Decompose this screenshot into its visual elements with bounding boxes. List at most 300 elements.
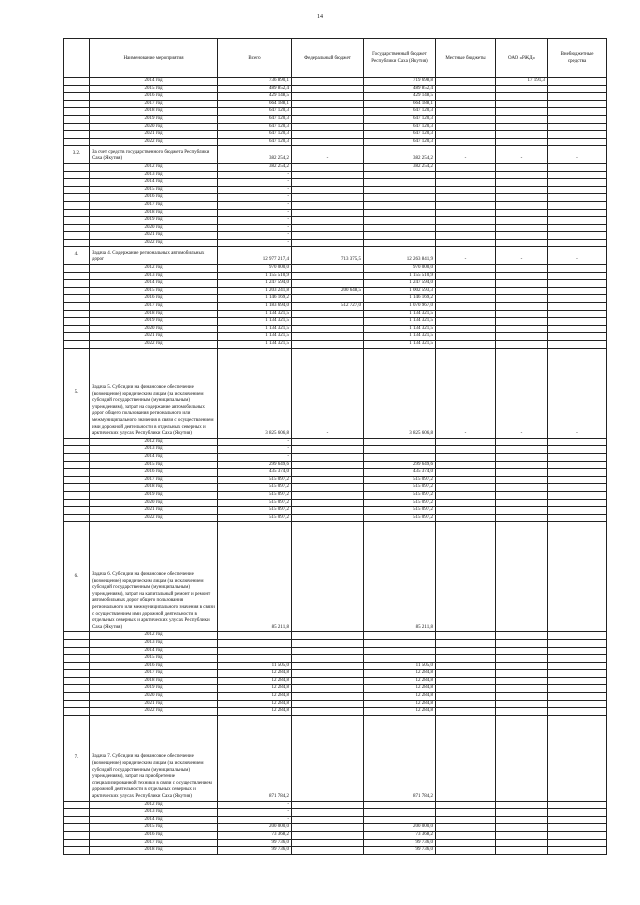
task-row: [64, 522, 607, 632]
row-number: [64, 662, 90, 670]
row-number: [64, 632, 90, 640]
row-name: 2012 год: [90, 163, 218, 171]
cell-rzd: [496, 272, 548, 280]
cell-local: [436, 469, 496, 477]
cell-state: 12 284,8: [364, 685, 436, 693]
cell-extra: [548, 333, 607, 341]
row-number: [64, 232, 90, 240]
cell-rzd: [496, 194, 548, 202]
cell-state: [364, 453, 436, 461]
table-row: [64, 318, 607, 326]
cell-total: 11 505,0: [218, 662, 292, 670]
table-row: [64, 677, 607, 685]
table-row: [64, 491, 607, 499]
row-name: 2016 год: [90, 662, 218, 670]
row-name: 2018 год: [90, 677, 218, 685]
cell-extra: [548, 303, 607, 311]
cell-federal: [292, 325, 364, 333]
table-row: [64, 438, 607, 446]
cell-state: 73 368,2: [364, 832, 436, 840]
row-number: [64, 194, 90, 202]
row-number: [64, 93, 90, 101]
cell-federal: [292, 280, 364, 288]
cell-extra: [548, 325, 607, 333]
cell-local: [436, 138, 496, 146]
cell-local: [436, 186, 496, 194]
row-name: 2022 год: [90, 514, 218, 522]
cell-local: [436, 163, 496, 171]
cell-rzd: [496, 484, 548, 492]
cell-rzd: [496, 662, 548, 670]
cell-extra: [548, 670, 607, 678]
cell-extra: [548, 85, 607, 93]
cell-extra: [548, 685, 607, 693]
cell-extra: [548, 115, 607, 123]
cell-total: 1 134 321,5: [218, 333, 292, 341]
cell-local: [436, 453, 496, 461]
cell-local: [436, 201, 496, 209]
table-row: [64, 662, 607, 670]
table-row: [64, 685, 607, 693]
header-federal: Федеральный бюджет: [292, 39, 364, 78]
cell-extra: [548, 217, 607, 225]
cell-rzd: [496, 446, 548, 454]
cell-state: 489 852,4: [364, 85, 436, 93]
row-number: [64, 123, 90, 131]
cell-state: 647 120,3: [364, 115, 436, 123]
table-row: [64, 239, 607, 247]
cell-state: 12 263 841,9: [364, 247, 436, 265]
table-row: [64, 647, 607, 655]
cell-rzd: [496, 100, 548, 108]
cell-federal: [292, 708, 364, 716]
row-number: [64, 809, 90, 817]
cell-total: 515 097,2: [218, 484, 292, 492]
cell-rzd: [496, 310, 548, 318]
row-number: [64, 847, 90, 855]
cell-federal: [292, 232, 364, 240]
table-row: [64, 186, 607, 194]
row-number: [64, 108, 90, 116]
cell-rzd: [496, 839, 548, 847]
row-name: 2019 год: [90, 491, 218, 499]
table-row: [64, 100, 607, 108]
table-row: [64, 163, 607, 171]
cell-extra: [548, 310, 607, 318]
cell-local: [436, 179, 496, 187]
table-row: [64, 632, 607, 640]
cell-federal: [292, 438, 364, 446]
row-number: [64, 303, 90, 311]
cell-state: 382 254,2: [364, 163, 436, 171]
row-number: [64, 507, 90, 515]
table-row: [64, 453, 607, 461]
cell-extra: -: [548, 247, 607, 265]
cell-federal: [292, 224, 364, 232]
row-number: [64, 693, 90, 701]
cell-local: [436, 839, 496, 847]
cell-rzd: [496, 115, 548, 123]
cell-federal: [292, 93, 364, 101]
cell-rzd: [496, 655, 548, 663]
cell-local: [436, 476, 496, 484]
cell-state: 12 284,8: [364, 700, 436, 708]
header-num: [64, 39, 90, 78]
cell-extra: [548, 186, 607, 194]
cell-local: [436, 514, 496, 522]
cell-state: 1 002 593,3: [364, 287, 436, 295]
cell-federal: [292, 201, 364, 209]
row-number: [64, 461, 90, 469]
cell-federal: [292, 816, 364, 824]
cell-local: [436, 123, 496, 131]
row-number: 5.: [64, 348, 90, 438]
cell-rzd: [496, 163, 548, 171]
row-number: [64, 514, 90, 522]
row-number: [64, 639, 90, 647]
table-row: [64, 499, 607, 507]
cell-rzd: [496, 287, 548, 295]
table-row: [64, 809, 607, 817]
cell-total: 299 649,6: [218, 461, 292, 469]
cell-federal: [292, 163, 364, 171]
table-row: [64, 115, 607, 123]
cell-state: [364, 639, 436, 647]
table-row: [64, 209, 607, 217]
cell-local: [436, 171, 496, 179]
table-row: [64, 138, 607, 146]
cell-total: 970 000,0: [218, 265, 292, 273]
cell-total: 647 120,3: [218, 123, 292, 131]
cell-extra: [548, 639, 607, 647]
cell-rzd: [496, 131, 548, 139]
cell-total: 1 134 321,5: [218, 318, 292, 326]
cell-extra: [548, 514, 607, 522]
cell-extra: [548, 287, 607, 295]
cell-extra: [548, 839, 607, 847]
cell-local: [436, 693, 496, 701]
row-number: [64, 469, 90, 477]
cell-total: 871 784,2: [218, 715, 292, 801]
row-name: 2016 год: [90, 469, 218, 477]
cell-extra: [548, 209, 607, 217]
cell-local: [436, 131, 496, 139]
cell-extra: [548, 446, 607, 454]
cell-rzd: [496, 179, 548, 187]
cell-local: [436, 507, 496, 515]
cell-federal: [292, 209, 364, 217]
cell-federal: [292, 499, 364, 507]
table-row: [64, 816, 607, 824]
cell-federal: [292, 333, 364, 341]
table-row: [64, 287, 607, 295]
cell-state: [364, 201, 436, 209]
cell-federal: [292, 847, 364, 855]
cell-total: 99 736,0: [218, 847, 292, 855]
cell-extra: [548, 265, 607, 273]
cell-state: 719 698,8: [364, 78, 436, 86]
cell-total: 515 097,2: [218, 499, 292, 507]
cell-state: 299 649,6: [364, 461, 436, 469]
cell-federal: [292, 693, 364, 701]
row-number: [64, 824, 90, 832]
cell-total: -: [218, 809, 292, 817]
table-row: [64, 303, 607, 311]
cell-federal: [292, 138, 364, 146]
cell-extra: [548, 163, 607, 171]
task-row: [64, 247, 607, 265]
cell-local: [436, 522, 496, 632]
row-name: 2021 год: [90, 507, 218, 515]
cell-local: -: [436, 146, 496, 164]
table-row: [64, 461, 607, 469]
cell-total: 12 284,8: [218, 700, 292, 708]
cell-total: 515 097,2: [218, 514, 292, 522]
cell-extra: [548, 171, 607, 179]
cell-total: -: [218, 239, 292, 247]
cell-rzd: [496, 85, 548, 93]
table-row: [64, 123, 607, 131]
cell-extra: [548, 280, 607, 288]
row-number: [64, 647, 90, 655]
cell-federal: [292, 239, 364, 247]
row-number: 4.: [64, 247, 90, 265]
cell-rzd: [496, 816, 548, 824]
row-name: 2022 год: [90, 341, 218, 349]
row-number: [64, 100, 90, 108]
cell-extra: [548, 715, 607, 801]
cell-local: [436, 484, 496, 492]
cell-extra: [548, 708, 607, 716]
cell-extra: [548, 453, 607, 461]
cell-state: 12 284,8: [364, 693, 436, 701]
cell-rzd: [496, 108, 548, 116]
table-row: [64, 201, 607, 209]
cell-state: [364, 224, 436, 232]
cell-extra: [548, 816, 607, 824]
cell-state: 1 134 321,5: [364, 318, 436, 326]
cell-rzd: [496, 325, 548, 333]
cell-rzd: [496, 453, 548, 461]
cell-rzd: [496, 801, 548, 809]
cell-local: [436, 100, 496, 108]
cell-local: [436, 287, 496, 295]
table-row: [64, 801, 607, 809]
cell-state: 970 000,0: [364, 265, 436, 273]
cell-total: [218, 632, 292, 640]
cell-total: 200 000,0: [218, 824, 292, 832]
table-row: [64, 469, 607, 477]
cell-rzd: -: [496, 348, 548, 438]
cell-state: 647 120,3: [364, 108, 436, 116]
cell-extra: [548, 484, 607, 492]
table-row: [64, 514, 607, 522]
row-number: [64, 700, 90, 708]
cell-rzd: [496, 217, 548, 225]
cell-federal: [292, 670, 364, 678]
cell-federal: [292, 700, 364, 708]
cell-rzd: [496, 265, 548, 273]
cell-federal: -: [292, 348, 364, 438]
cell-state: 12 284,8: [364, 677, 436, 685]
task-row: [64, 715, 607, 801]
cell-local: [436, 93, 496, 101]
cell-rzd: [496, 715, 548, 801]
table-body: [64, 78, 607, 855]
cell-federal: [292, 115, 364, 123]
table-row: [64, 78, 607, 86]
cell-total: 73 368,2: [218, 832, 292, 840]
row-number: [64, 816, 90, 824]
row-number: [64, 239, 90, 247]
cell-state: 11 505,0: [364, 662, 436, 670]
cell-local: [436, 115, 496, 123]
cell-total: 3 825 606,8: [218, 348, 292, 438]
cell-total: 736 890,1: [218, 78, 292, 86]
row-name: 2019 год: [90, 318, 218, 326]
cell-rzd: [496, 461, 548, 469]
table-row: [64, 670, 607, 678]
cell-federal: [292, 469, 364, 477]
cell-total: [218, 639, 292, 647]
row-name: 2013 год: [90, 446, 218, 454]
cell-extra: [548, 662, 607, 670]
cell-total: 1 134 321,5: [218, 310, 292, 318]
cell-local: [436, 491, 496, 499]
cell-local: [436, 194, 496, 202]
cell-extra: -: [548, 146, 607, 164]
cell-state: 1 146 169,2: [364, 295, 436, 303]
cell-extra: [548, 655, 607, 663]
cell-total: 99 736,0: [218, 839, 292, 847]
table-row: [64, 179, 607, 187]
cell-extra: [548, 93, 607, 101]
cell-state: 1 134 321,5: [364, 341, 436, 349]
row-number: [64, 209, 90, 217]
cell-federal: [292, 655, 364, 663]
cell-total: -: [218, 224, 292, 232]
row-name: 2018 год: [90, 847, 218, 855]
cell-total: 647 120,3: [218, 108, 292, 116]
row-number: [64, 186, 90, 194]
cell-local: [436, 318, 496, 326]
cell-extra: [548, 179, 607, 187]
cell-total: 1 247 594,0: [218, 280, 292, 288]
cell-rzd: [496, 201, 548, 209]
cell-federal: [292, 265, 364, 273]
cell-extra: [548, 832, 607, 840]
cell-rzd: 17 191,3: [496, 78, 548, 86]
cell-federal: [292, 131, 364, 139]
row-number: [64, 115, 90, 123]
cell-federal: [292, 78, 364, 86]
row-name: 2013 год: [90, 639, 218, 647]
row-name: 2015 год: [90, 287, 218, 295]
cell-extra: [548, 469, 607, 477]
table-row: [64, 708, 607, 716]
table-row: [64, 507, 607, 515]
cell-state: 435 374,0: [364, 469, 436, 477]
cell-rzd: [496, 647, 548, 655]
cell-local: [436, 647, 496, 655]
table-row: [64, 217, 607, 225]
cell-federal: [292, 839, 364, 847]
cell-federal: [292, 453, 364, 461]
cell-extra: [548, 499, 607, 507]
cell-state: 12 284,8: [364, 708, 436, 716]
row-name: 2021 год: [90, 232, 218, 240]
cell-federal: [292, 685, 364, 693]
cell-rzd: -: [496, 146, 548, 164]
cell-state: 515 097,2: [364, 484, 436, 492]
row-number: [64, 272, 90, 280]
header-extra: Внебюджетные средства: [548, 39, 607, 78]
row-name: 2012 год: [90, 632, 218, 640]
cell-total: -: [218, 816, 292, 824]
cell-total: -: [218, 209, 292, 217]
cell-state: 1 247 594,0: [364, 280, 436, 288]
cell-rzd: [496, 847, 548, 855]
cell-local: [436, 310, 496, 318]
cell-state: [364, 816, 436, 824]
cell-total: 489 852,4: [218, 85, 292, 93]
cell-rzd: [496, 438, 548, 446]
table-row: [64, 194, 607, 202]
table-row: [64, 85, 607, 93]
cell-federal: [292, 194, 364, 202]
row-number: [64, 341, 90, 349]
task-row: [64, 348, 607, 438]
cell-total: -: [218, 453, 292, 461]
cell-state: [364, 171, 436, 179]
table-row: [64, 108, 607, 116]
cell-total: -: [218, 194, 292, 202]
cell-extra: [548, 438, 607, 446]
row-number: [64, 491, 90, 499]
header-state: Государственный бюджет Республики Саха (Якутия): [364, 39, 436, 78]
cell-extra: [548, 138, 607, 146]
cell-local: [436, 662, 496, 670]
cell-state: 515 097,2: [364, 491, 436, 499]
cell-federal: [292, 171, 364, 179]
cell-extra: [548, 131, 607, 139]
row-name: 2014 год: [90, 647, 218, 655]
cell-federal: 200 648,5: [292, 287, 364, 295]
cell-extra: [548, 847, 607, 855]
row-number: [64, 85, 90, 93]
cell-state: 382 254,2: [364, 146, 436, 164]
cell-local: [436, 85, 496, 93]
cell-state: 3 825 606,8: [364, 348, 436, 438]
cell-total: 647 120,3: [218, 131, 292, 139]
cell-local: [436, 325, 496, 333]
row-number: [64, 333, 90, 341]
row-name: 2020 год: [90, 499, 218, 507]
cell-extra: [548, 100, 607, 108]
row-name: Задача 5. Субсидии на финансовое обеспечение (возмещение) юридическим лицам (за исключением субсидий государственным (муниципальным) учреждениям), затрат на содержание автомобильных дорог общего пользования регионального или межмуниципального значения в связи с осуществлением ими дорожной деятельности в отдельных северных и арктических улусах Республики Саха (Якутия): [90, 348, 218, 438]
row-name: 2021 год: [90, 131, 218, 139]
cell-rzd: [496, 318, 548, 326]
row-name: 2017 год: [90, 839, 218, 847]
cell-total: -: [218, 201, 292, 209]
cell-federal: -: [292, 146, 364, 164]
cell-federal: [292, 647, 364, 655]
cell-total: 1 155 510,9: [218, 272, 292, 280]
cell-federal: [292, 514, 364, 522]
cell-total: 12 977 217,4: [218, 247, 292, 265]
cell-rzd: [496, 186, 548, 194]
row-name: 2018 год: [90, 310, 218, 318]
